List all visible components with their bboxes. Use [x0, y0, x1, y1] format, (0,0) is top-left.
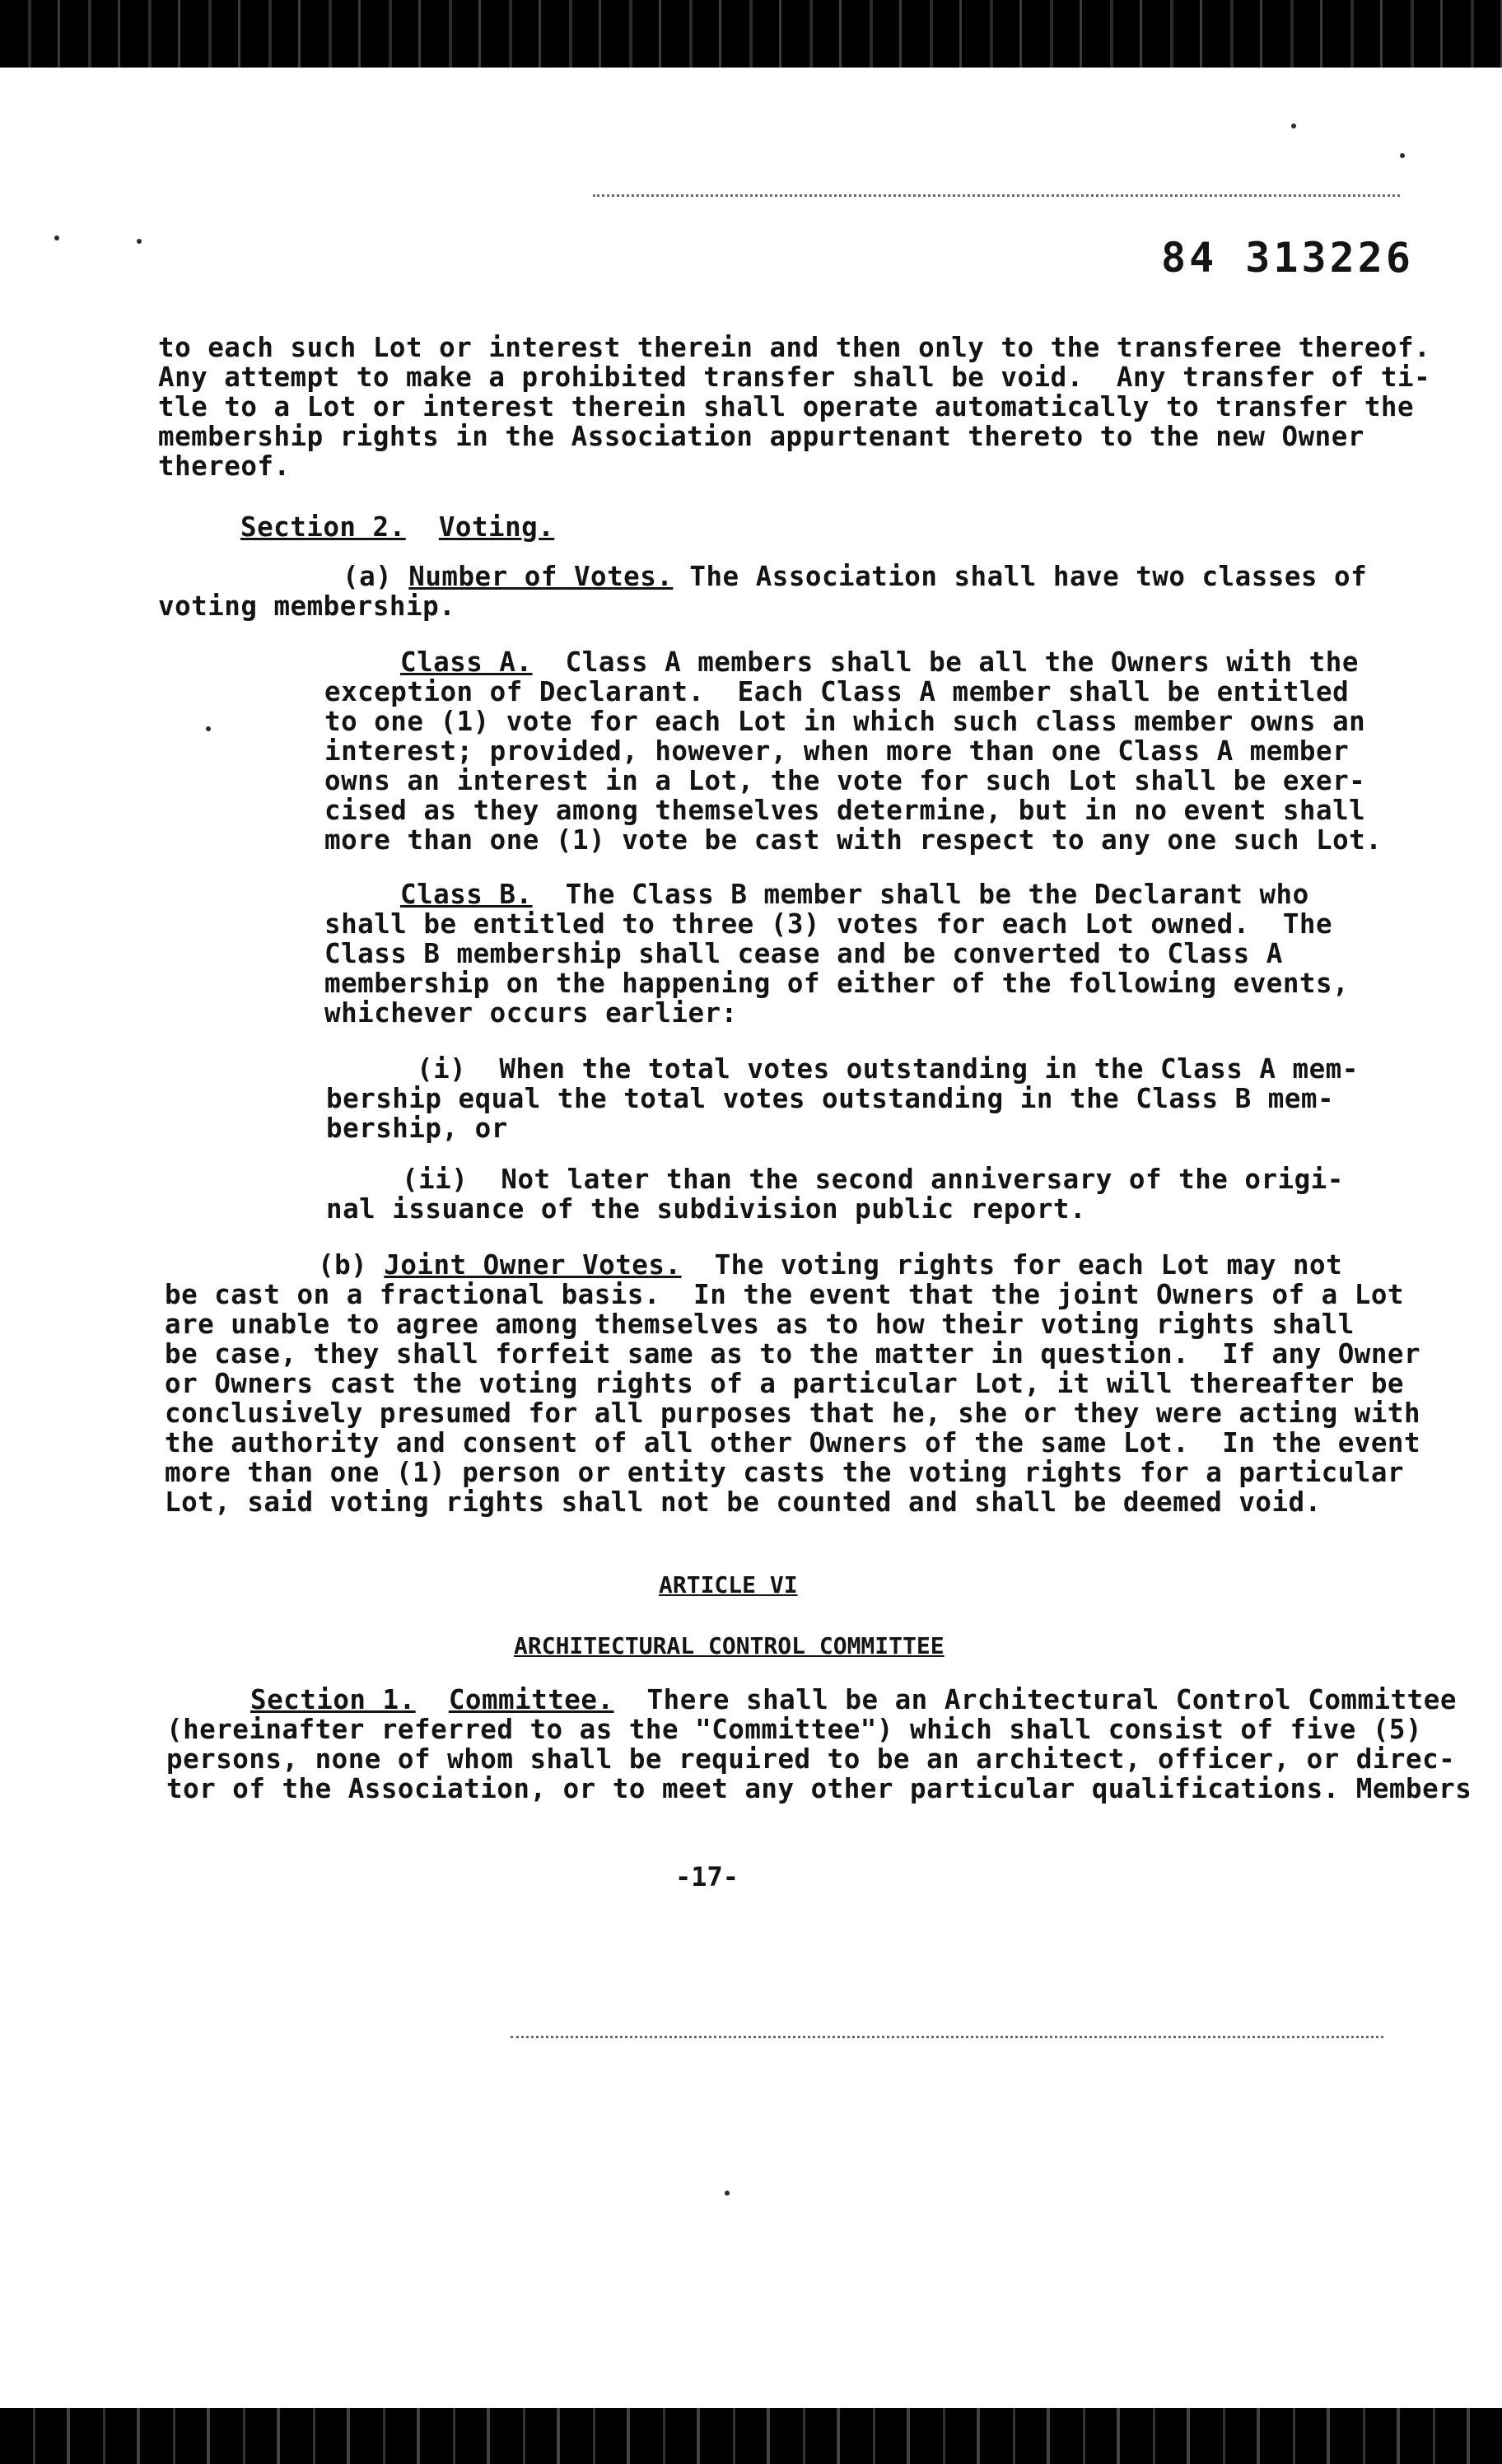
text-line: interest; provided, however, when more than one Class A member — [324, 735, 1350, 767]
section-1-title: Committee. — [448, 1684, 614, 1715]
section-2-heading — [240, 512, 554, 542]
text-line: (hereinafter referred to as the "Committee") which shall consist of five (5) — [166, 1714, 1423, 1745]
text-line: bership equal the total votes outstanding in the Class B mem- — [326, 1083, 1335, 1114]
text-line: exception of Declarant. Each Class A member shall be entitled — [324, 676, 1350, 707]
scan-edge-top — [0, 0, 1502, 68]
votes-a-prefix: (a) — [343, 561, 409, 592]
scan-speck — [137, 239, 142, 244]
text-line: tor of the Association, or to meet any other particular qualifications. Members — [166, 1773, 1472, 1804]
article-title: ARTICLE VI — [659, 1571, 798, 1598]
page-number: -17- — [675, 1861, 739, 1892]
text-line: more than one (1) vote be cast with respect to any one such Lot. — [324, 824, 1383, 856]
section-1-paragraph — [166, 1685, 1472, 1804]
scan-noise-line — [593, 194, 1400, 197]
class-a-title: Class A. — [400, 646, 533, 678]
text-line: or Owners cast the voting rights of a particular Lot, it will thereafter be — [165, 1368, 1404, 1399]
votes-a-paragraph — [158, 562, 1367, 621]
text-line: persons, none of whom shall be required to be an architect, officer, or direc- — [166, 1743, 1456, 1775]
votes-b-title: Joint Owner Votes. — [384, 1249, 682, 1281]
class-a-paragraph — [324, 647, 1382, 855]
section-1-label: Section 1. — [250, 1684, 416, 1715]
text-line: be cast on a fractional basis. In the event that the joint Owners of a Lot — [165, 1279, 1404, 1310]
text-line: to each such Lot or interest therein and then only to the transferee thereof. — [158, 332, 1431, 363]
text-line: Class A members shall be all the Owners with the — [532, 646, 1359, 678]
text-line: be case, they shall forfeit same as to the matter in question. If any Owner — [165, 1338, 1421, 1370]
text-line: cised as they among themselves determine, but in no event shall — [324, 795, 1366, 826]
text-line: The voting rights for each Lot may not — [681, 1249, 1343, 1281]
text-line: Lot, said voting rights shall not be counted and shall be deemed void. — [165, 1486, 1322, 1518]
item-i-paragraph — [326, 1054, 1359, 1143]
text-line: owns an interest in a Lot, the vote for such Lot shall be exer- — [324, 765, 1366, 796]
text-line: conclusively presumed for all purposes that he, she or they were acting with — [165, 1398, 1421, 1429]
text-line: bership, or — [326, 1113, 508, 1144]
scan-speck — [206, 726, 211, 731]
votes-a-title: Number of Votes. — [408, 561, 674, 592]
scan-noise-line — [511, 2036, 1383, 2038]
text-line: are unable to agree among themselves as to how their voting rights shall — [165, 1309, 1355, 1340]
section-2-label: Section 2. — [240, 511, 406, 543]
text-line: There shall be an Architectural Control Committee — [613, 1684, 1457, 1715]
votes-b-prefix: (b) — [318, 1249, 385, 1281]
text-line: (i) When the total votes outstanding in the Class A mem- — [417, 1053, 1359, 1085]
text-line: tle to a Lot or interest therein shall operate automatically to transfer the — [158, 391, 1415, 422]
text-line: The Association shall have two classes of — [673, 561, 1368, 592]
text-line: membership on the happening of either of the following events, — [324, 968, 1350, 999]
text-line: nal issuance of the subdivision public report. — [326, 1193, 1087, 1225]
class-b-title: Class B. — [400, 879, 533, 910]
text-line: Class B membership shall cease and be converted to Class A — [324, 938, 1283, 969]
text-line: thereof. — [158, 450, 291, 482]
scan-speck — [1291, 124, 1296, 128]
votes-b-paragraph — [165, 1250, 1420, 1517]
document-number: 84 313226 — [1161, 234, 1414, 282]
text-line: (ii) Not later than the second anniversary of the origi- — [402, 1164, 1344, 1195]
scan-speck — [54, 236, 59, 240]
class-b-paragraph — [324, 880, 1349, 1028]
text-line: membership rights in the Association appurtenant thereto to the new Owner — [158, 421, 1364, 452]
text-line: shall be entitled to three (3) votes for each Lot owned. The — [324, 908, 1333, 940]
text-line: more than one (1) person or entity casts the voting rights for a particular — [165, 1457, 1404, 1488]
text-line: voting membership. — [158, 590, 456, 622]
item-ii-paragraph — [326, 1164, 1344, 1224]
section-2-title: Voting. — [438, 511, 555, 543]
scan-speck — [725, 2191, 730, 2196]
text-line: Any attempt to make a prohibited transfer shall be void. Any transfer of ti- — [158, 362, 1431, 393]
text-line: The Class B member shall be the Declarant who — [532, 879, 1309, 910]
text-line: to one (1) vote for each Lot in which such class member owns an — [324, 706, 1366, 737]
article-subtitle: ARCHITECTURAL CONTROL COMMITTEE — [514, 1632, 945, 1659]
text-line: the authority and consent of all other Owners of the same Lot. In the event — [165, 1427, 1421, 1458]
scan-speck — [1400, 153, 1405, 158]
scan-edge-bottom — [0, 2408, 1502, 2464]
text-line: whichever occurs earlier: — [324, 997, 738, 1029]
carryover-paragraph — [158, 333, 1430, 481]
